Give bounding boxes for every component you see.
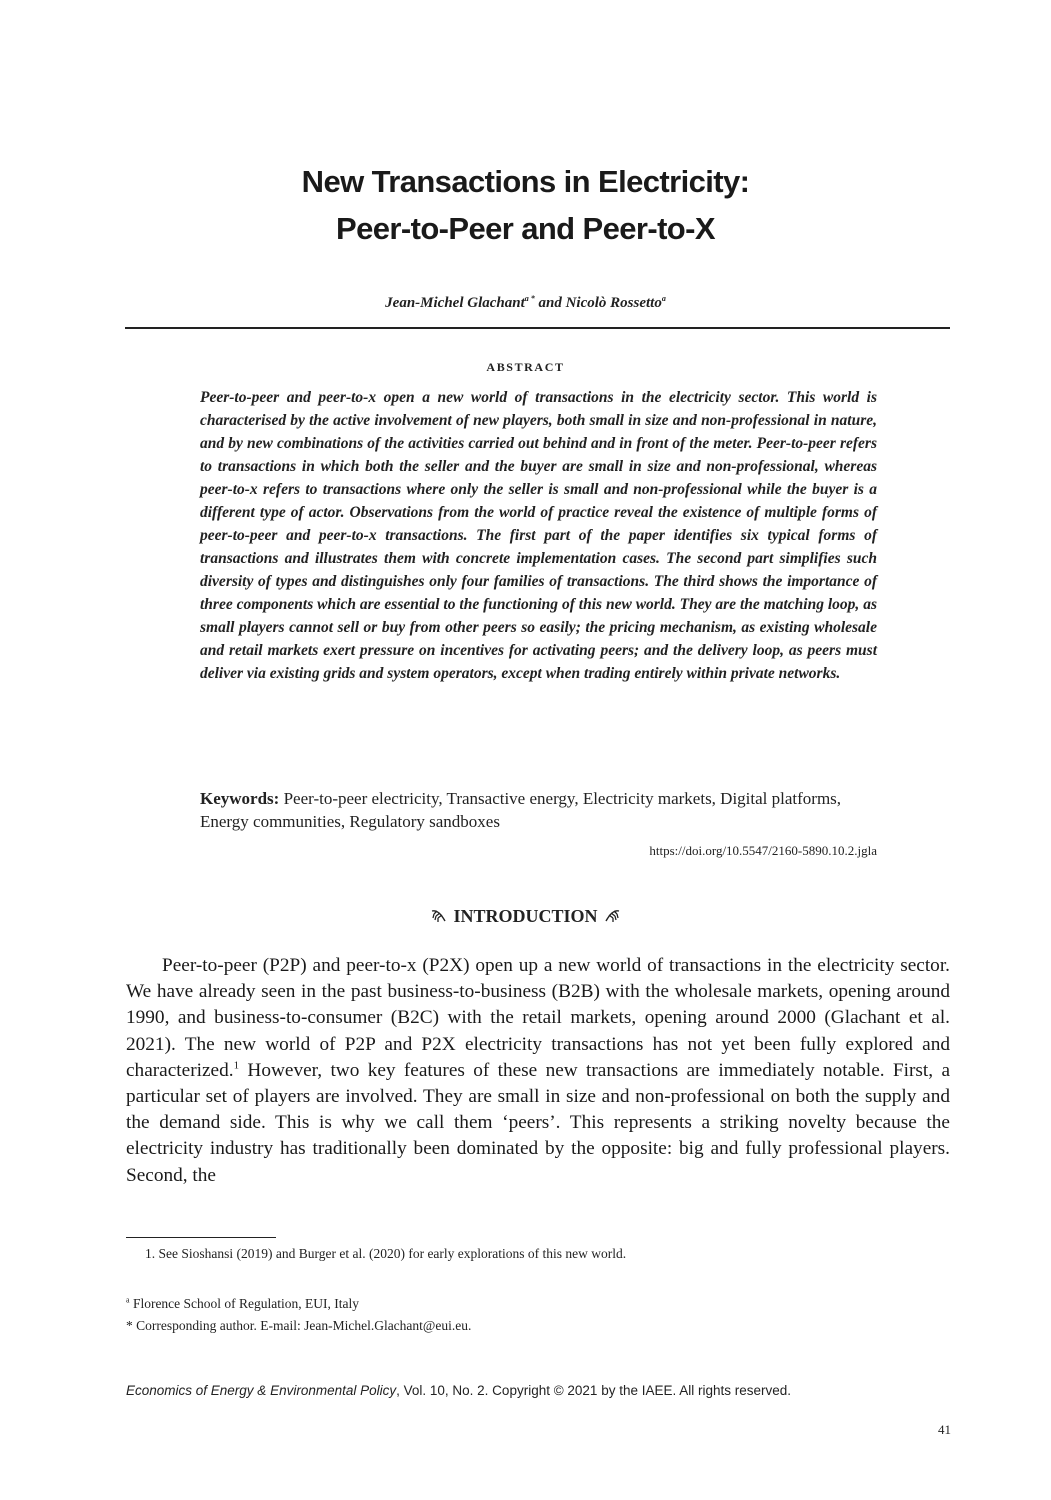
leaf-ornament-left-icon	[431, 909, 447, 923]
title-divider	[125, 327, 950, 329]
abstract-heading: ABSTRACT	[486, 360, 565, 374]
author-line	[0, 293, 1051, 313]
leaf-ornament-right-icon	[604, 909, 620, 923]
author-2: Nicolò Rossetto	[565, 295, 662, 311]
keywords-label: Keywords:	[200, 789, 280, 808]
page-number: 41	[938, 1422, 951, 1437]
intro-text-part-1: Peer-to-peer (P2P) and peer-to-x (P2X) open up a new world of transactions in the electricity sector. We have already seen in the past business-to-business (B2B) with the wholesale markets, opening around 1990, and business-to-consumer (B2C) with the retail markets, opening around 2000 (Glachant et al. 2021). The new world of P2P and P2X electricity transactions has not yet been fully explored and characterized.	[126, 955, 950, 1081]
author-1-marks: a *	[524, 294, 535, 303]
journal-citation	[126, 1382, 791, 1400]
section-title: INTRODUCTION	[453, 906, 598, 926]
journal-name: Economics of Energy & Environmental Policy	[126, 1383, 397, 1398]
introduction-body	[126, 953, 950, 1189]
keywords	[200, 787, 877, 833]
author-2-marks: a	[661, 294, 666, 303]
abstract-text: Peer-to-peer and peer-to-x open a new world of transactions in the electricity sector. This world is characterised by the active involvement of new players, both small in size and non-professional in nature, and by new combinations of the activities carried out behind and in front of the meter. Peer-to-peer refers to transactions in which both the seller and the buyer are small in size and non-professional, whereas peer-to-x refers to transactions where only the seller is small and non-professional while the buyer is a different type of actor. Observations from the world of practice reveal the existence of multiple forms of peer-to-peer and peer-to-x transactions. The first part of the paper identifies six typical forms of transactions and illustrates them with concrete implementation cases. The second part simplifies such diversity of types and distinguishes only four families of transactions. The third shows the importance of three components which are essential to the functioning of this new world. They are the matching loop, as small players cannot sell or buy from other peers so easily; the pricing mechanism, as existing wholesale and retail markets exert pressure on incentives for activating peers; and the delivery loop, as peers must deliver via existing grids and system operators, except when trading entirely within private networks.	[200, 389, 877, 682]
journal-details: , Vol. 10, No. 2. Copyright © 2021 by the IAEE. All rights reserved.	[396, 1383, 792, 1398]
keywords-list: Peer-to-peer electricity, Transactive energy, Electricity markets, Digital platforms, Energy communities, Regulatory sandboxes	[200, 789, 842, 831]
section-heading	[0, 904, 1051, 928]
paper-title	[0, 158, 1051, 252]
footnote-1: 1. See Sioshansi (2019) and Burger et al. (2020) for early explorations of this new world.	[145, 1246, 627, 1261]
affiliation-mark: a	[126, 1295, 130, 1305]
title-line-2: Peer-to-Peer and Peer-to-X	[336, 211, 715, 246]
author-conjunction: and	[534, 295, 566, 311]
footnote-reference[interactable]: 1	[233, 1059, 240, 1072]
footnote-divider	[126, 1237, 276, 1238]
doi-link[interactable]: https://doi.org/10.5547/2160-5890.10.2.jgla	[649, 843, 877, 858]
affiliation-text: Florence School of Regulation, EUI, Italy	[129, 1296, 360, 1311]
intro-paragraph	[126, 953, 950, 1189]
corresponding-author: * Corresponding author. E-mail: Jean-Michel.Glachant@eui.eu.	[126, 1318, 472, 1333]
affiliation	[126, 1295, 359, 1313]
intro-text-part-2: However, two key features of these new transactions are immediately notable. First, a particular set of players are involved. They are small in size and non-professional on both the supply and the demand side. This is why we call them ‘peers’. This represents a striking novelty because the electricity industry has traditionally been dominated by the opposite: big and fully professional players. Second, the	[126, 1059, 950, 1186]
title-line-1: New Transactions in Electricity:	[301, 164, 750, 199]
author-1: Jean-Michel Glachant	[385, 295, 525, 311]
